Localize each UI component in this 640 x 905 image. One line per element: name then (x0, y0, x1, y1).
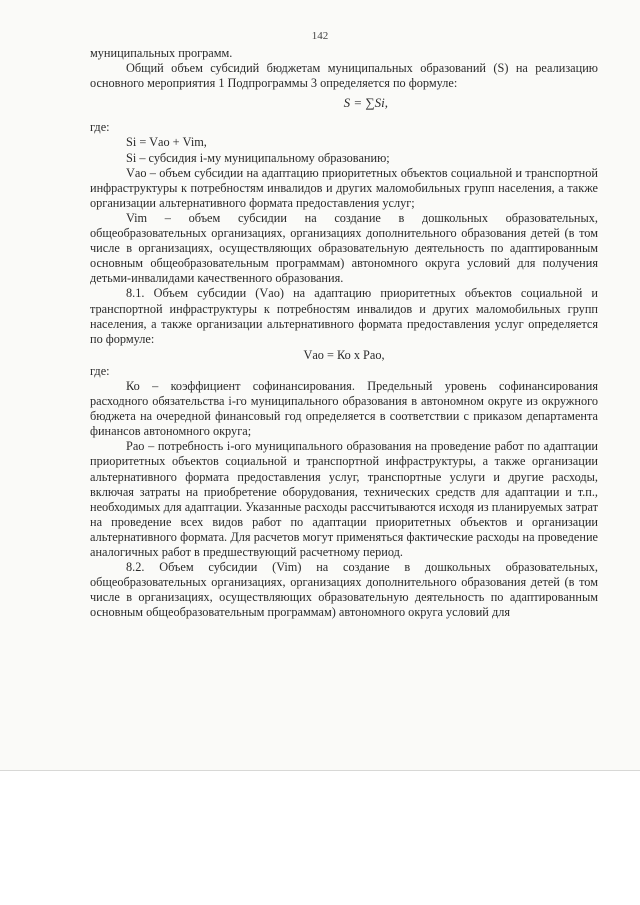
formula-s: S = ∑Si, (343, 95, 388, 111)
page-body (90, 46, 598, 620)
paragraph: муниципальных программ. (90, 46, 233, 60)
section-8-1: 8.1. Объем субсидии (Vао) на адаптацию приоритетных объектов социальной и транспортной инфраструктуры к потребностям инвалидов и других маломобильных групп населения, а также организации альтернативного формата предоставления услуг определяется по формуле: (90, 286, 598, 346)
definition-si: Si – субсидия i-му муниципальному образованию; (126, 150, 390, 165)
label-where: где: (90, 120, 110, 135)
formula-si: Si = Vао + Vim, (126, 135, 207, 150)
definition-pao: Pао – потребность i-ого муниципального образования на проведение работ по адаптации приоритетных объектов социальной и транспортной инфраструктуры, а также организации альтернативного формата предоставления услуг, транспортные услуги и другие расходы, включая затраты на приобретение оборудования, технических средств для адаптации и т.п., необходимых для адаптации. Указанные расходы рассчитываются исходя из планируемых затрат на проведение всех видов работ по адаптации приоритетных объектов и организации альтернативного формата. Для расчетов могут применяться фактические расходы на проведение аналогичных работ в предшествующий расчетному период. (90, 439, 598, 559)
definition-ko: Ко – коэффициент софинансирования. Предельный уровень софинансирования расходного обязательства i-го муниципального образования в автономном округе из окружного бюджета на очередной финансовый год определяется в соответствии с приказом департамента финансов автономного округа; (90, 378, 598, 439)
section-8-2: 8.2. Объем субсидии (Vim) на создание в дошкольных образовательных, общеобразовательных организациях, организациях дополнительного образования детей (в том числе в организациях, осуществляющих образовательную деятельность по адаптированным основным общеобразовательным программам) автономного округа условий для (90, 560, 598, 620)
label-where: где: (90, 363, 110, 378)
definition-vim: Vim – объем субсидии на создание в дошкольных образовательных, общеобразовательных организациях, организациях дополнительного образования детей (в том числе в организациях, осуществляющих образовательную деятельность по адаптированным основным общеобразовательным программам) автономного округа условий для получения детьми-инвалидами качественного образования. (90, 210, 598, 286)
formula-vao: Vао = Ко x Pао, (303, 347, 385, 362)
page-number: 142 (311, 30, 329, 42)
paragraph: Общий объем субсидий бюджетам муниципальных образований (S) на реализацию основного мероприятия 1 Подпрограммы 3 определяется по формуле: (90, 61, 598, 91)
definition-vao: Vао – объем субсидии на адаптацию приоритетных объектов социальной и транспортной инфраструктуры к потребностям инвалидов и других маломобильных групп населения, а также организации альтернативного формата предоставления услуг; (90, 165, 598, 210)
